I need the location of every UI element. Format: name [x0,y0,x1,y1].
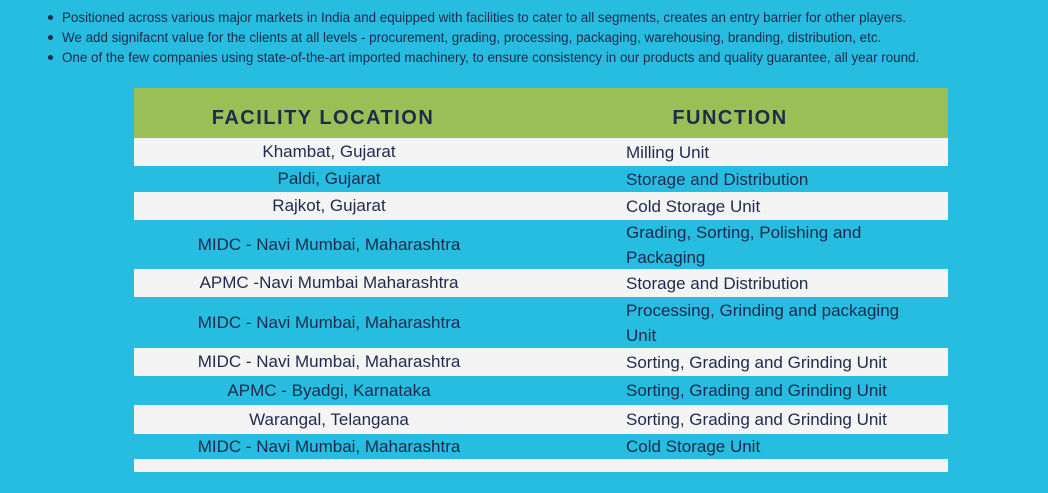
cell-function: Storage and Distribution [626,273,809,293]
bullet-dot-icon [48,55,53,60]
header-function: FUNCTION [672,106,788,129]
cell-function: Processing, Grinding and packaging Unit [626,300,900,345]
cell-function: Milling Unit [626,142,710,162]
bullet-item [44,8,1034,28]
table-row [134,376,948,405]
table-row [134,166,948,192]
cell-function: Sorting, Grading and Grinding Unit [626,352,887,372]
cell-function: Storage and Distribution [626,169,809,189]
table-end-bar [134,459,948,472]
table-row [134,220,948,269]
cell-location: MIDC - Navi Mumbai, Maharashtra [197,312,461,332]
bullet-item [44,48,1034,68]
cell-function: Cold Storage Unit [626,437,761,456]
cell-location: MIDC - Navi Mumbai, Maharashtra [197,352,461,371]
table-row [134,138,948,166]
cell-location: MIDC - Navi Mumbai, Maharashtra [197,436,461,456]
bullet-list [44,8,1034,68]
cell-location: Warangal, Telangana [249,409,409,429]
cell-location: Paldi, Gujarat [277,169,381,188]
cell-location: Rajkot, Gujarat [272,196,386,215]
header-facility-location: FACILITY LOCATION [211,106,435,129]
bullet-text: Positioned across various major markets in India and equipped with facilities to cater to all segments, creates an entry barrier for other players. [62,10,907,25]
cell-function: Sorting, Grading and Grinding Unit [626,381,887,400]
table-row [134,348,948,376]
cell-function: Grading, Sorting, Polishing and Packaging [626,222,862,267]
table-header [134,88,948,138]
bullet-text: One of the few companies using state-of-the-art imported machinery, to ensure consistency in our products and quality guarantee, all year round. [62,50,920,65]
cell-location: Khambat, Gujarat [262,142,396,161]
cell-function: Cold Storage Unit [626,196,761,216]
bullet-text: We add signifacnt value for the clients at all levels - procurement, grading, processing, packaging, warehousing, branding, distribution, etc. [62,30,882,45]
cell-location: APMC -Navi Mumbai Maharashtra [199,273,459,292]
table-row [134,269,948,297]
bullet-item [44,28,1034,48]
table-row [134,434,948,459]
bullet-dot-icon [48,15,53,20]
cell-location: APMC - Byadgi, Karnataka [227,380,431,400]
table-row [134,297,948,348]
bullet-dot-icon [48,35,53,40]
cell-function: Sorting, Grading and Grinding Unit [626,410,887,429]
cell-location: MIDC - Navi Mumbai, Maharashtra [197,234,461,254]
table-row [134,405,948,434]
table-row [134,192,948,220]
facility-table [134,88,948,472]
